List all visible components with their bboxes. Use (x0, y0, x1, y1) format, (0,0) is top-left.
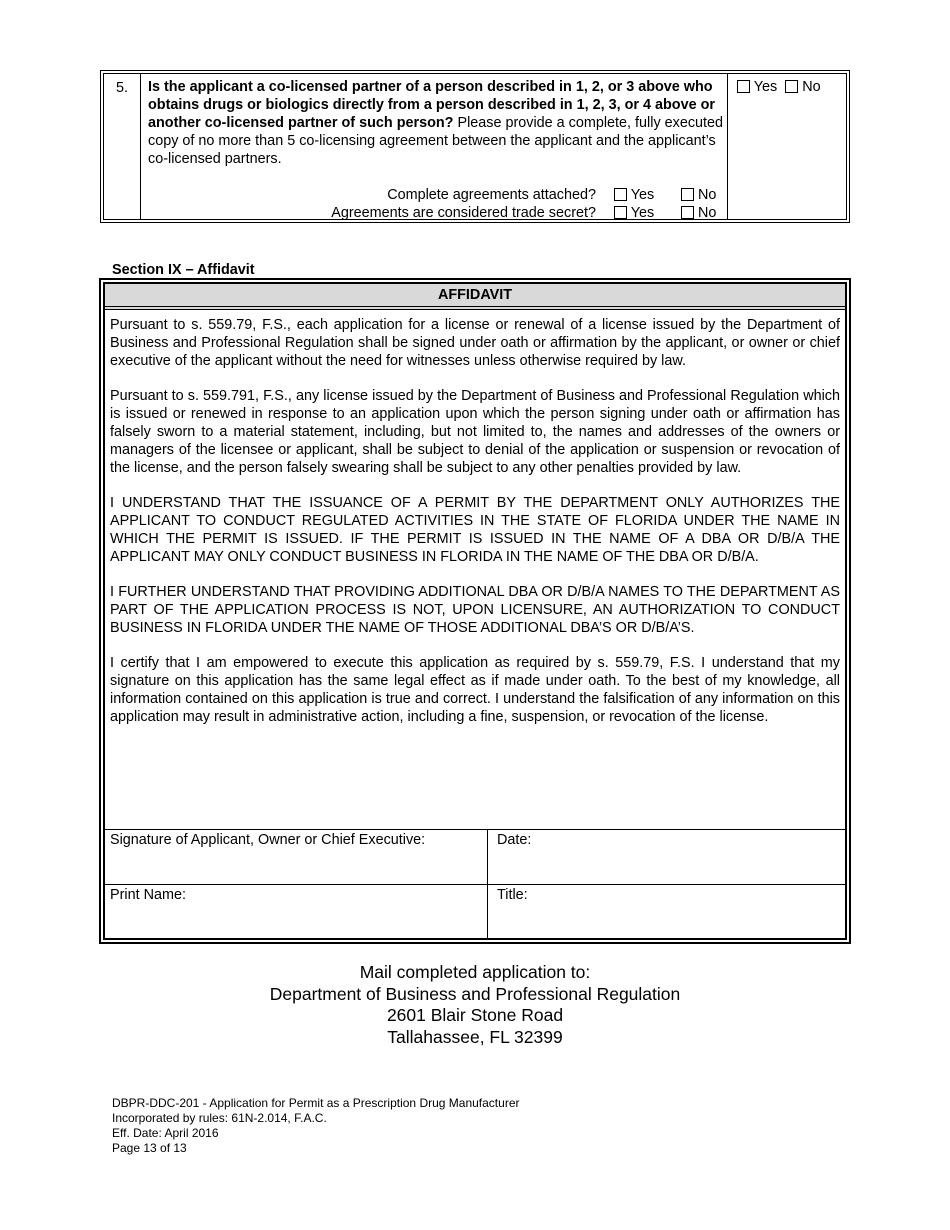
trade-secret-yes-checkbox[interactable] (614, 206, 627, 219)
yes-checkbox[interactable] (737, 80, 750, 93)
question-text (148, 78, 726, 168)
question-number: 5. (116, 80, 129, 96)
mailing-line: Mail completed application to: (359, 962, 591, 982)
affidavit-body (110, 316, 840, 743)
affidavit-header: AFFIDAVIT (105, 284, 845, 310)
sub-question-trade-secret (148, 204, 726, 222)
print-name-row (105, 884, 845, 939)
section-title: Section IX – Affidavit (112, 262, 255, 278)
affidavit-paragraph: I UNDERSTAND THAT THE ISSUANCE OF A PERMIT BY THE DEPARTMENT ONLY AUTHORIZES THE APPLICANT TO CONDUCT REGULATED ACTIVITIES IN THE STATE OF FLORIDA UNDER THE NAME IN WHICH THE PERMIT IS ISSUED. IF THE PERMIT IS ISSUED IN THE NAME OF A DBA OR D/B/A THE APPLICANT MAY ONLY CONDUCT BUSINESS IN FLORIDA IN THE NAME OF THE DBA OR D/B/A. (110, 495, 840, 565)
column-divider (727, 74, 728, 219)
yes-label: Yes (630, 205, 655, 221)
affidavit-paragraph: Pursuant to s. 559.791, F.S., any license issued by the Department of Business and Professional Regulation which is issued or renewed in response to an application upon which the person signing under oath or affirmation has falsely sworn to a material statement, including, but not limited to, the names and addresses of the owners or managers of the licensee or applicant, shall be subject to denial of the application or suspension or revocation of the license, and the person falsely swearing shall be subject to any other penalties provided by law. (110, 388, 840, 476)
agreements-attached-yes-checkbox[interactable] (614, 188, 627, 201)
yes-label: Yes (630, 187, 655, 203)
no-checkbox[interactable] (785, 80, 798, 93)
affidavit-paragraph: Pursuant to s. 559.79, F.S., each application for a license or renewal of a license issued by the Department of Business and Professional Regulation shall be signed under oath or affirmation by the applicant, or owner or chief executive of the applicant without the need for witnesses unless otherwise required by law. (110, 317, 840, 369)
print-name-label: Print Name: (110, 887, 186, 903)
question-text-bold: Is the applicant a co-licensed partner of a person described in 1, 2, or 3 above who obtains drugs or biologics directly from a person described in 1, 2, 3, or 4 above or another co-licensed partner of such person? (148, 79, 715, 131)
no-label: No (698, 205, 717, 221)
mailing-line: Tallahassee, FL 32399 (387, 1026, 563, 1047)
sub-question-label: Complete agreements attached? (387, 187, 596, 203)
page-number: Page 13 of 13 (112, 1141, 187, 1155)
question-5-answer (737, 78, 821, 96)
column-divider (140, 74, 141, 219)
title-label: Title: (497, 887, 528, 903)
signature-column-divider (487, 829, 488, 938)
affidavit-box (99, 278, 851, 944)
rules-reference: Incorporated by rules: 61N-2.014, F.A.C. (112, 1111, 327, 1125)
affidavit-paragraph: I FURTHER UNDERSTAND THAT PROVIDING ADDITIONAL DBA OR D/B/A NAMES TO THE DEPARTMENT AS PART OF THE APPLICATION PROCESS IS NOT, UPON LICENSURE, AN AUTHORIZATION TO CONDUCT BUSINESS IN FLORIDA UNDER THE NAME OF THOSE ADDITIONAL DBA’S OR D/B/A’S. (110, 584, 840, 636)
sub-question-label: Agreements are considered trade secret? (331, 205, 596, 221)
mailing-address (0, 962, 950, 1048)
agreements-attached-no-checkbox[interactable] (681, 188, 694, 201)
question-5-table (100, 70, 850, 223)
no-label: No (698, 187, 717, 203)
yes-label: Yes (753, 79, 778, 95)
effective-date: Eff. Date: April 2016 (112, 1126, 219, 1140)
sub-question-agreements-attached (148, 186, 726, 204)
trade-secret-no-checkbox[interactable] (681, 206, 694, 219)
signature-row (105, 829, 845, 885)
mailing-line: 2601 Blair Stone Road (386, 1005, 564, 1025)
no-label: No (802, 79, 821, 95)
affidavit-paragraph: I certify that I am empowered to execute this application as required by s. 559.79, F.S. I understand that my signature on this application has the same legal effect as if made under oath. To the best of my knowledge, all information contained on this application is true and correct. I understand the falsification of any information on this application may result in administrative action, including a fine, suspension, or revocation of the license. (110, 655, 840, 725)
signature-label: Signature of Applicant, Owner or Chief Executive: (110, 832, 426, 848)
page-footer (112, 1096, 519, 1156)
date-label: Date: (497, 832, 532, 848)
question-text-plain: Please provide a complete, fully executed copy of no more than 5 co-licensing agreement between the applicant and the applicant’s co-licensed partners. (148, 115, 724, 167)
mailing-line: Department of Business and Professional Regulation (269, 983, 681, 1004)
form-id: DBPR-DDC-201 - Application for Permit as a Prescription Drug Manufacturer (112, 1096, 520, 1110)
